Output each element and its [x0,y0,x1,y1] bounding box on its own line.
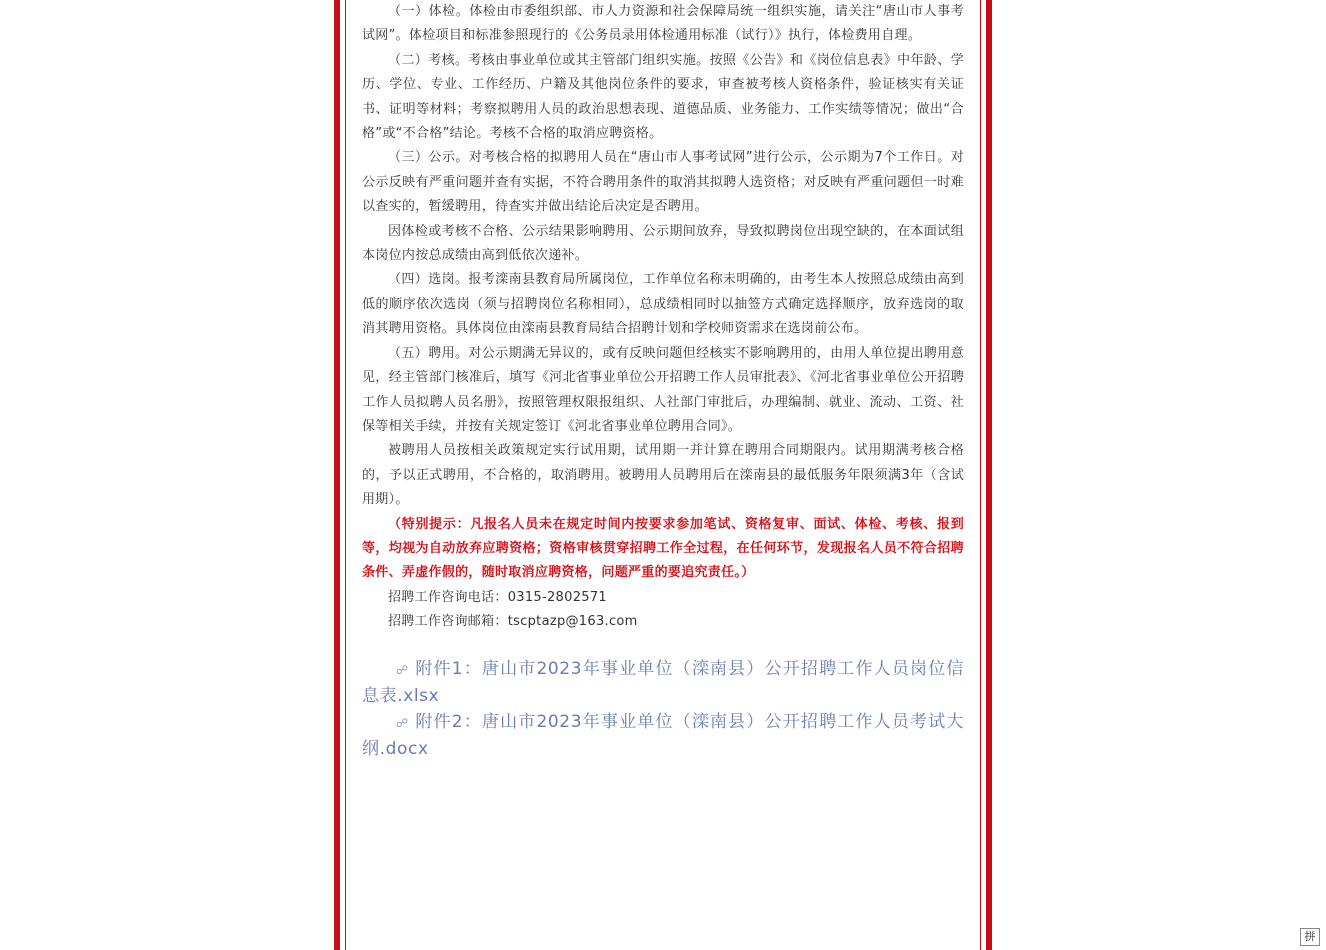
article-body [362,0,964,762]
special-notice: （特别提示：凡报名人员未在规定时间内按要求参加笔试、资格复审、面试、体检、考核、报到等，均视为自动放弃应聘资格；资格审核贯穿招聘工作全过程，在任何环节，发现报名人员不符合招聘条件、弄虚作假的，随时取消应聘资格，问题严重的要追究责任。） [362,516,964,581]
input-method-indicator[interactable]: 拼 [1300,928,1320,946]
attachment-link-2[interactable] [362,709,964,762]
paragraph-post-selection: （四）选岗。报考滦南县教育局所属岗位，工作单位名称未明确的，由考生本人按照总成绩由高到低的顺序依次选岗（须与招聘岗位名称相同），总成绩相同时以抽签方式确定选择顺序，放弃选岗的取消其聘用资格。具体岗位由滦南县教育局结合招聘计划和学校师资需求在选岗前公布。 [362,272,964,337]
link-icon: ☍ [396,662,409,677]
contact-email: 招聘工作咨询邮箱：tscptazp@163.com [388,614,638,630]
paragraph-vacancy-fill: 因体检或考核不合格、公示结果影响聘用、公示期间放弃，导致拟聘岗位出现空缺的，在本面试组本岗位内按总成绩由高到低依次递补。 [362,223,964,264]
paragraph-assessment: （二）考核。考核由事业单位或其主管部门组织实施。按照《公告》和《岗位信息表》中年龄、学历、学位、专业、工作经历、户籍及其他岗位条件的要求，审查被考核人资格条件，验证核实有关证书、证明等材料；考察拟聘用人员的政治思想表现、道德品质、业务能力、工作实绩等情况；做出“合格”或“不合格”结论。考核不合格的取消应聘资格。 [362,52,964,142]
paragraph-publicity: （三）公示。对考核合格的拟聘用人员在“唐山市人事考试网”进行公示，公示期为7个工作日。对公示反映有严重问题并查有实据，不符合聘用条件的取消其拟聘人选资格；对反映有严重问题但一时难以查实的，暂缓聘用，待查实并做出结论后决定是否聘用。 [362,150,964,215]
attachment-link-1[interactable] [362,656,964,709]
attachments [362,656,964,762]
paragraph-physical-exam: （一）体检。体检由市委组织部、市人力资源和社会保障局统一组织实施，请关注“唐山市人事考试网”。体检项目和标准参照现行的《公务员录用体检通用标准（试行）》执行，体检费用自理。 [362,4,964,44]
contact-phone: 招聘工作咨询电话：0315-2802571 [388,589,607,605]
attachment-label-1[interactable]: 附件1：唐山市2023年事业单位（滦南县）公开招聘工作人员岗位信息表.xlsx [362,658,964,706]
paragraph-employment: （五）聘用。对公示期满无异议的，或有反映问题但经核实不影响聘用的，由用人单位提出聘用意见，经主管部门核准后，填写《河北省事业单位公开招聘工作人员审批表》、《河北省事业单位公开招聘工作人员拟聘人员名册》，按照管理权限报组织、人社部门审批后，办理编制、就业、流动、工资、社保等相关手续，并按有关规定签订《河北省事业单位聘用合同》。 [362,345,964,434]
link-icon: ☍ [396,715,409,730]
attachment-label-2[interactable]: 附件2：唐山市2023年事业单位（滦南县）公开招聘工作人员考试大纲.docx [362,711,964,759]
paragraph-probation: 被聘用人员按相关政策规定实行试用期，试用期一并计算在聘用合同期限内。试用期满考核合格的，予以正式聘用，不合格的，取消聘用。被聘用人员聘用后在滦南县的最低服务年限须满3年（含试用期）。 [362,443,964,508]
